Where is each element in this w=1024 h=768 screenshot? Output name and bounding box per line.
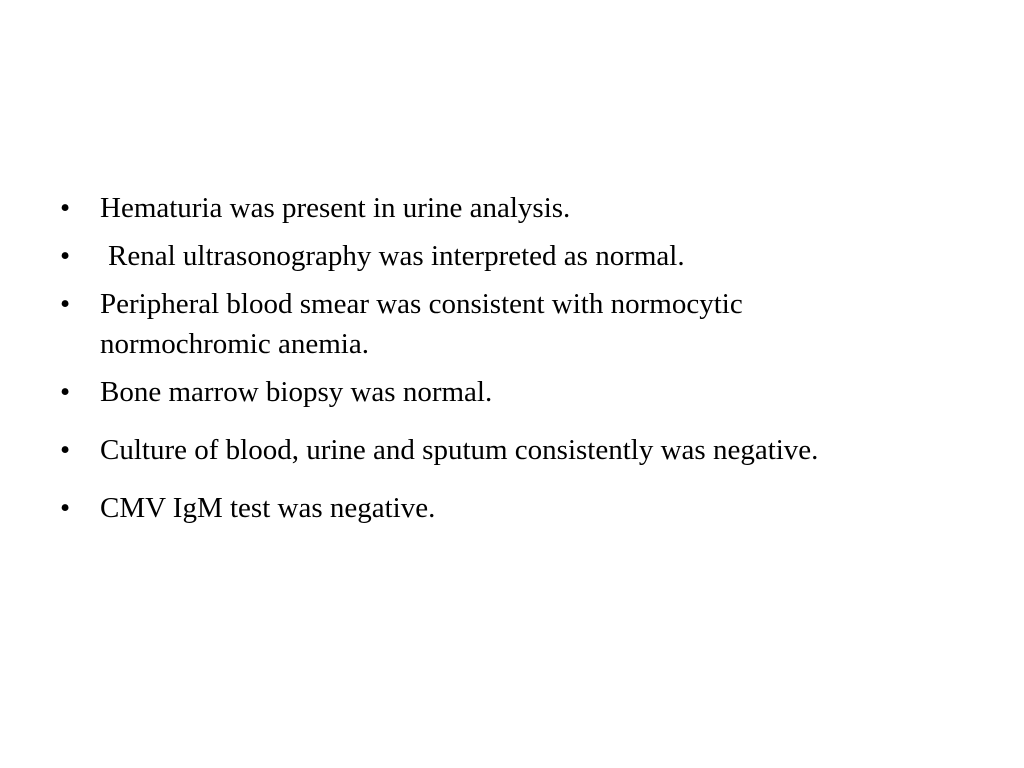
bullet-dot-icon: • xyxy=(60,192,71,224)
bullet-item-cmv xyxy=(60,488,980,528)
bullet-text: Renal ultrasonography was interpreted as normal. xyxy=(108,240,685,272)
bullet-dot-icon: • xyxy=(60,434,71,466)
bullet-dot-icon: • xyxy=(60,492,71,524)
bullet-text: CMV IgM test was negative. xyxy=(100,492,436,524)
bullet-item-bone-marrow xyxy=(60,372,980,412)
bullet-item-culture xyxy=(60,430,980,470)
bullet-list xyxy=(60,188,980,536)
bullet-dot-icon: • xyxy=(60,288,71,320)
bullet-text: Culture of blood, urine and sputum consistently was negative. xyxy=(100,434,819,466)
bullet-text: Bone marrow biopsy was normal. xyxy=(100,376,493,408)
bullet-dot-icon: • xyxy=(60,376,71,408)
bullet-item-blood-smear xyxy=(60,284,900,364)
bullet-dot-icon: • xyxy=(60,240,71,272)
bullet-text: Peripheral blood smear was consistent with normocytic normochromic anemia. xyxy=(100,288,743,360)
bullet-item-hematuria xyxy=(60,188,980,228)
bullet-item-ultrasonography xyxy=(60,236,980,276)
bullet-text: Hematuria was present in urine analysis. xyxy=(100,192,571,224)
